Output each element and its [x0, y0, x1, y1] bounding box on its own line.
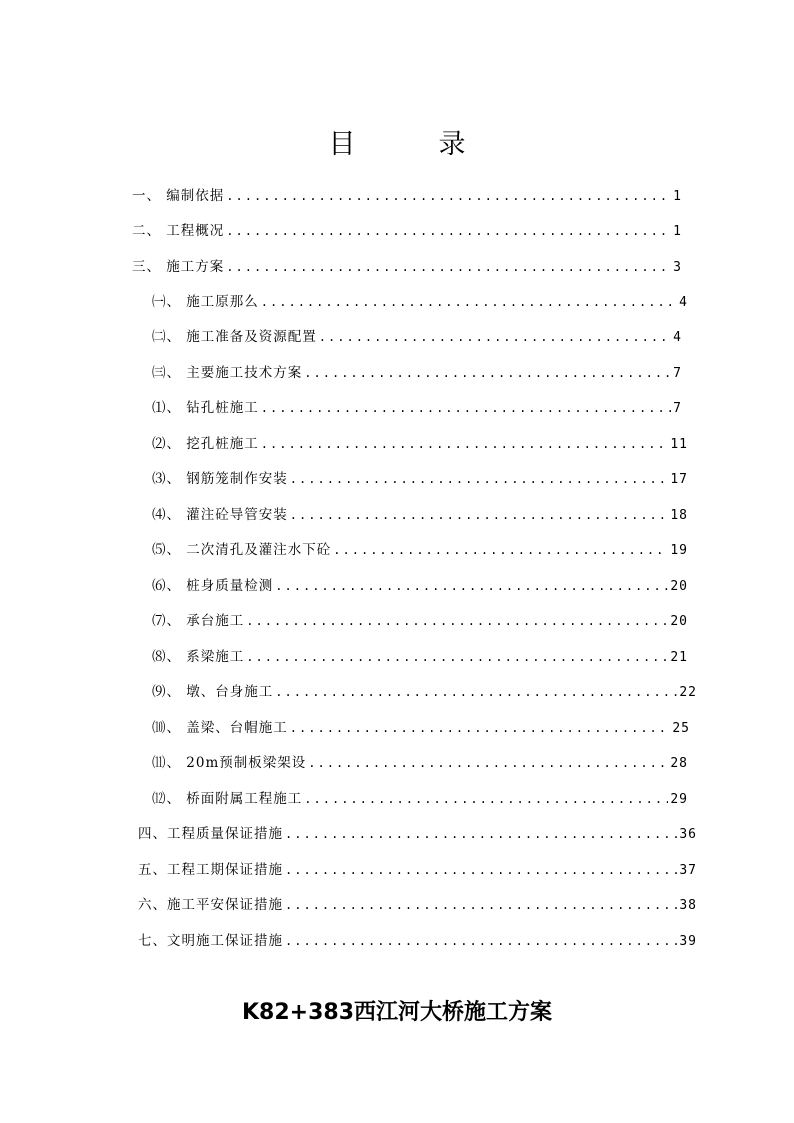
toc-entry-label: ⑵、 挖孔桩施工	[152, 436, 259, 452]
toc-entry-label: ⑶、 钢筋笼制作安装	[152, 471, 288, 487]
toc-entry[interactable]	[152, 398, 682, 418]
toc-entry-page: 20	[670, 614, 688, 629]
toc-entry-page: 4	[679, 295, 688, 310]
toc-entry-label: ⑼、 墩、台身施工	[152, 684, 274, 700]
toc-entry-label: 六、施工平安保证措施	[138, 897, 283, 913]
toc-leader-dots	[285, 931, 677, 951]
toc-entry[interactable]	[152, 434, 688, 454]
toc-leader-dots	[285, 824, 677, 844]
toc-entry[interactable]	[152, 647, 688, 667]
toc-leader-dots	[285, 860, 677, 880]
toc-entry[interactable]	[152, 505, 688, 525]
toc-leader-dots	[275, 576, 668, 596]
toc-entry-page: 38	[679, 898, 697, 913]
toc-entry-label: 七、文明施工保证措施	[138, 933, 283, 949]
toc-leader-dots	[246, 611, 668, 631]
toc-entry-page: 7	[673, 366, 682, 381]
toc-leader-dots	[275, 682, 677, 702]
toc-entry-label: 四、工程质量保证措施	[138, 826, 283, 842]
toc-entry-page: 18	[670, 508, 688, 523]
toc-entry-label: ㈠、 施工原那么	[152, 294, 259, 310]
toc-entry[interactable]	[152, 469, 688, 489]
toc-entry[interactable]	[152, 576, 688, 596]
toc-leader-dots	[261, 292, 677, 312]
toc-entry-page: 1	[673, 189, 682, 204]
toc-entry-page: 7	[673, 401, 682, 416]
toc-entry-label: ⑸、 二次清孔及灌注水下砼	[152, 542, 332, 558]
toc-entry[interactable]	[138, 824, 697, 844]
document-title: K82+383西江河大桥施工方案	[241, 1000, 553, 1025]
toc-entry[interactable]	[138, 895, 697, 915]
toc-entry[interactable]	[152, 363, 682, 383]
toc-entry-page: 17	[670, 472, 688, 487]
toc-entry[interactable]	[152, 753, 688, 773]
toc-entry-page: 36	[679, 827, 697, 842]
toc-entry[interactable]	[138, 931, 697, 951]
toc-entry[interactable]	[152, 327, 682, 347]
toc-leader-dots	[308, 753, 668, 773]
toc-entry-label: 一、 编制依据	[132, 188, 225, 204]
toc-entry-page: 21	[670, 650, 688, 665]
toc-entry-page: 3	[673, 260, 682, 275]
toc-entry[interactable]	[152, 789, 688, 809]
toc-entry-page: 1	[673, 224, 682, 239]
toc-entry-label: ㈢、 主要施工技术方案	[152, 365, 303, 381]
toc-entry-label: ⑽、 盖梁、台帽施工	[152, 720, 288, 736]
toc-leader-dots	[285, 895, 677, 915]
toc-entry-page: 20	[670, 579, 688, 594]
toc-entry[interactable]	[132, 221, 682, 241]
toc-entry[interactable]	[152, 540, 688, 560]
toc-leader-dots	[226, 221, 671, 241]
toc-leader-dots	[319, 327, 671, 347]
toc-entry[interactable]	[152, 611, 688, 631]
toc-entry-label: ⑴、 钻孔桩施工	[152, 400, 259, 416]
toc-entry[interactable]	[152, 292, 688, 312]
toc-entry-label: ⑺、 承台施工	[152, 613, 245, 629]
toc-leader-dots	[333, 540, 668, 560]
toc-leader-dots	[290, 718, 671, 738]
toc-entry[interactable]	[132, 257, 682, 277]
toc-leader-dots	[290, 469, 669, 489]
toc-leader-dots	[261, 434, 669, 454]
toc-entry-label: ⑻、 系梁施工	[152, 649, 245, 665]
toc-leader-dots	[290, 505, 669, 525]
toc-entry-page: 25	[672, 721, 690, 736]
toc-leader-dots	[304, 363, 671, 383]
toc-entry[interactable]	[152, 682, 697, 702]
toc-entry-page: 29	[670, 792, 688, 807]
toc-entry-label: 二、 工程概况	[132, 223, 225, 239]
toc-entry-label: 五、工程工期保证措施	[138, 862, 283, 878]
toc-entry-label: ⑹、 桩身质量检测	[152, 578, 274, 594]
toc-leader-dots	[226, 257, 671, 277]
toc-entry[interactable]	[152, 718, 690, 738]
toc-entry-label: ⑿、 桥面附属工程施工	[152, 791, 303, 807]
toc-entry-page: 4	[673, 330, 682, 345]
toc-heading: 目 录	[328, 129, 494, 160]
toc-entry-page: 19	[670, 543, 688, 558]
toc-entry-page: 39	[679, 934, 697, 949]
toc-leader-dots	[261, 398, 671, 418]
toc-entry-page: 11	[670, 437, 688, 452]
toc-entry-label: 三、 施工方案	[132, 259, 225, 275]
toc-entry[interactable]	[138, 860, 697, 880]
toc-entry-label: ⑷、 灌注砼导管安装	[152, 507, 288, 523]
toc-leader-dots	[226, 186, 671, 206]
toc-entry-page: 37	[679, 863, 697, 878]
toc-entry-label: ㈡、 施工准备及资源配置	[152, 329, 317, 345]
toc-entry[interactable]	[132, 186, 682, 206]
toc-leader-dots	[304, 789, 668, 809]
toc-entry-page: 28	[670, 756, 688, 771]
toc-entry-label: ⑾、 20m预制板梁架设	[152, 755, 307, 771]
toc-entry-page: 22	[679, 685, 697, 700]
toc-leader-dots	[246, 647, 668, 667]
